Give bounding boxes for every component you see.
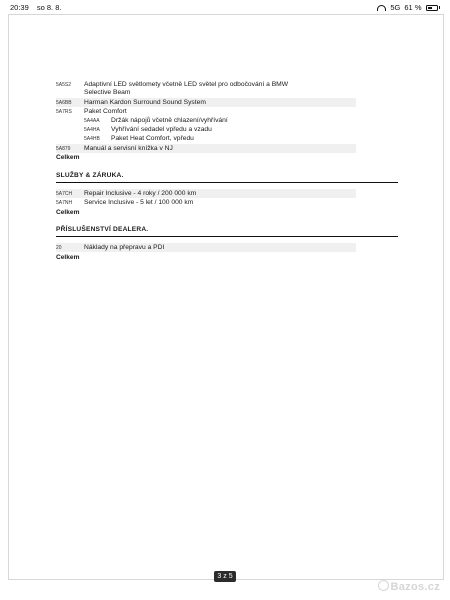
status-bar: [0, 0, 450, 14]
item-text: Manuál a servisní knížka v NJ: [84, 145, 173, 152]
sub-item-text: Vyhřívání sedadel vpředu a vzadu: [111, 126, 212, 133]
item-text: Service Inclusive - 5 let / 100 000 km: [84, 199, 194, 206]
document-page: [8, 14, 444, 580]
page-indicator: 3 z 5: [214, 571, 236, 582]
battery-icon: [426, 5, 438, 11]
item-text: Harman Kardon Surround Sound System: [84, 99, 206, 106]
item-code: 5A879: [56, 146, 71, 152]
watermark-logo-icon: [378, 580, 389, 591]
section-divider: [56, 236, 398, 237]
item-code: 20: [56, 245, 62, 251]
item-code: 5A7NH: [56, 200, 73, 206]
status-date: so 8. 8.: [36, 3, 62, 12]
sub-item-code: 5A4HB: [84, 136, 100, 142]
total-label: Celkem: [56, 154, 80, 161]
item-code: 5A5S2: [56, 82, 72, 88]
item-text: Paket Comfort: [84, 108, 127, 115]
total-label: Celkem: [56, 254, 80, 261]
watermark-text: Bazos.cz: [390, 581, 440, 593]
network-label: 5G: [390, 3, 401, 12]
section-divider: [56, 182, 398, 183]
item-text: Adaptivní LED světlomety včetně LED světel pro odbočování a BMW: [84, 81, 289, 88]
sub-item-text: Paket Heat Comfort, vpředu: [111, 135, 194, 142]
sub-item-code: 5A4HA: [84, 127, 100, 133]
total-label: Celkem: [56, 209, 80, 216]
item-code: 5A6BB: [56, 100, 72, 106]
item-text-continued: Selective Beam: [84, 89, 131, 96]
battery-tip: [439, 6, 441, 9]
section-heading-dealer: PŘÍSLUŠENSTVÍ DEALERA.: [56, 226, 149, 233]
watermark: [378, 580, 440, 593]
status-time: 20:39: [10, 3, 29, 12]
item-text: Repair Inclusive - 4 roky / 200 000 km: [84, 190, 197, 197]
sub-item-text: Držák nápojů včetně chlazení/vyhřívání: [111, 117, 228, 124]
battery-percent: 61 %: [404, 3, 422, 12]
wifi-icon: [377, 5, 386, 11]
item-text: Náklady na přepravu a PDI: [84, 244, 165, 251]
item-code: 5A7CH: [56, 191, 73, 197]
item-code: 5A7RS: [56, 109, 72, 115]
battery-fill: [428, 7, 433, 9]
section-heading-services: SLUŽBY & ZÁRUKA.: [56, 172, 124, 179]
sub-item-code: 5A4AA: [84, 118, 100, 124]
